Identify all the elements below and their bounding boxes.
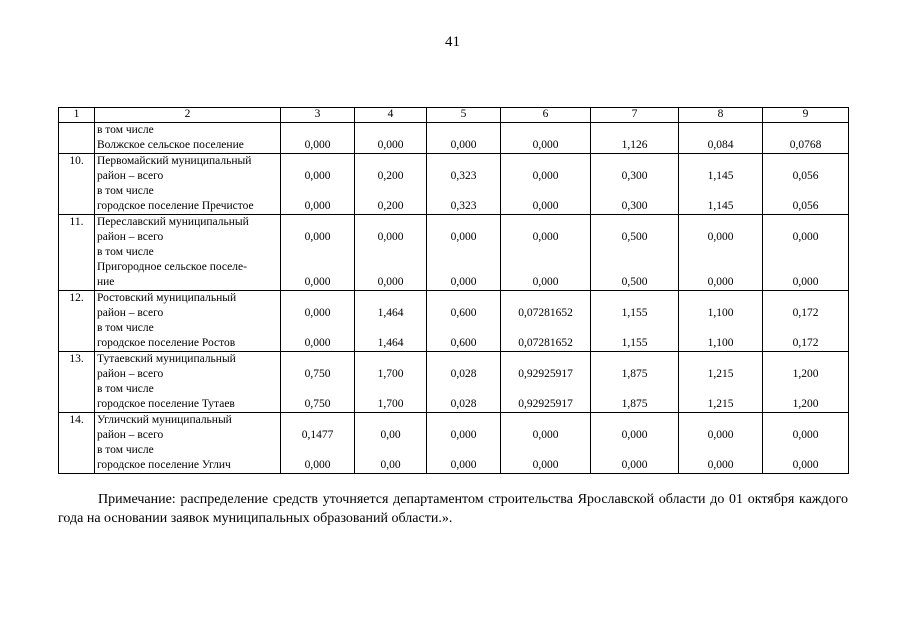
value-line — [429, 154, 498, 169]
row-name-line: Угличский муниципальный — [97, 414, 232, 426]
value-line: 0,323 — [450, 170, 477, 182]
value-line: 0,056 — [792, 170, 819, 182]
value-cell — [355, 413, 427, 474]
column-header: 8 — [679, 108, 763, 123]
column-header: 7 — [591, 108, 679, 123]
value-line: 1,200 — [792, 368, 819, 380]
value-line: 1,215 — [707, 398, 734, 410]
table-body — [59, 123, 849, 474]
row-number: 10. — [59, 154, 95, 215]
value-line: 0,000 — [621, 459, 648, 471]
value-line: 0,92925917 — [518, 398, 573, 410]
value-line: 0,000 — [450, 459, 477, 471]
value-line — [593, 382, 676, 397]
value-line — [429, 382, 498, 397]
row-name-line: Пригородное сельское поселе- — [97, 261, 247, 273]
value-cell — [591, 154, 679, 215]
value-line: 1,100 — [707, 337, 734, 349]
value-line: 0,000 — [532, 231, 559, 243]
column-header: 5 — [427, 108, 501, 123]
value-line — [503, 245, 588, 260]
value-line: 0,000 — [377, 231, 404, 243]
table-row — [59, 123, 849, 154]
value-cell — [281, 123, 355, 154]
value-line — [283, 352, 352, 367]
value-line — [503, 382, 588, 397]
value-line: 0,000 — [304, 459, 331, 471]
value-line — [681, 123, 760, 138]
value-line — [429, 245, 498, 260]
value-line — [283, 291, 352, 306]
value-cell — [679, 215, 763, 291]
value-cell — [355, 154, 427, 215]
value-line — [593, 291, 676, 306]
value-line: 0,07281652 — [518, 307, 573, 319]
value-cell — [355, 123, 427, 154]
row-name-line: в том числе — [97, 322, 154, 334]
value-line — [283, 260, 352, 275]
value-line — [503, 321, 588, 336]
value-cell — [591, 123, 679, 154]
value-line: 0,500 — [621, 231, 648, 243]
value-line — [357, 352, 424, 367]
value-line — [357, 291, 424, 306]
value-cell — [679, 154, 763, 215]
row-name-line: в том числе — [97, 383, 154, 395]
column-header: 1 — [59, 108, 95, 123]
value-line — [503, 154, 588, 169]
value-cell — [281, 215, 355, 291]
value-line: 0,000 — [707, 276, 734, 288]
value-line: 0,000 — [450, 276, 477, 288]
value-line: 0,00 — [380, 459, 401, 471]
value-cell — [501, 413, 591, 474]
value-line: 0,000 — [532, 459, 559, 471]
row-name — [95, 154, 281, 215]
value-line: 1,700 — [377, 368, 404, 380]
value-line — [765, 382, 846, 397]
value-line: 0,000 — [707, 429, 734, 441]
value-line — [593, 245, 676, 260]
value-line: 0,0768 — [789, 139, 822, 151]
value-cell — [763, 215, 849, 291]
value-line — [283, 215, 352, 230]
row-name — [95, 215, 281, 291]
value-line: 0,000 — [792, 459, 819, 471]
value-line — [681, 154, 760, 169]
value-line — [357, 184, 424, 199]
value-line: 0,500 — [621, 276, 648, 288]
value-line — [429, 260, 498, 275]
value-line — [357, 123, 424, 138]
value-line — [681, 184, 760, 199]
row-number: 13. — [59, 352, 95, 413]
value-line: 0,000 — [450, 429, 477, 441]
value-line: 0,600 — [450, 307, 477, 319]
value-cell — [679, 352, 763, 413]
value-line — [283, 413, 352, 428]
value-line — [681, 382, 760, 397]
value-line — [503, 352, 588, 367]
row-name-line: ние — [97, 276, 115, 288]
value-cell — [501, 352, 591, 413]
value-line — [429, 352, 498, 367]
value-line — [765, 443, 846, 458]
value-cell — [355, 291, 427, 352]
value-line: 1,145 — [707, 170, 734, 182]
row-name — [95, 352, 281, 413]
row-name-line: Тутаевский муниципальный — [97, 353, 236, 365]
value-line — [357, 154, 424, 169]
value-line: 0,300 — [621, 200, 648, 212]
value-cell — [763, 154, 849, 215]
value-line: 0,028 — [450, 398, 477, 410]
value-line — [765, 123, 846, 138]
value-cell — [501, 291, 591, 352]
value-line — [765, 245, 846, 260]
value-line — [681, 352, 760, 367]
value-line — [765, 352, 846, 367]
value-line — [765, 291, 846, 306]
value-cell — [763, 413, 849, 474]
row-name — [95, 123, 281, 154]
table-row — [59, 215, 849, 291]
row-name-line: район – всего — [97, 368, 164, 380]
value-line: 1,155 — [621, 337, 648, 349]
value-cell — [427, 352, 501, 413]
row-name-line: городское поселение Ростов — [97, 337, 236, 349]
footnote: Примечание: распределение средств уточняется департаментом строительства Ярославской области до 01 октября каждого года на основании заявок муниципальных образований области.». — [58, 492, 848, 526]
row-name-line: в том числе — [97, 185, 154, 197]
value-line: 0,000 — [450, 231, 477, 243]
value-line — [429, 215, 498, 230]
value-line: 1,464 — [377, 307, 404, 319]
row-name-line: Переславский муниципальный — [97, 216, 249, 228]
value-line — [283, 154, 352, 169]
value-line: 0,750 — [304, 398, 331, 410]
value-line: 0,056 — [792, 200, 819, 212]
value-line — [681, 291, 760, 306]
column-header: 6 — [501, 108, 591, 123]
value-line — [283, 123, 352, 138]
value-line: 0,200 — [377, 170, 404, 182]
value-line — [283, 382, 352, 397]
value-line: 0,172 — [792, 337, 819, 349]
value-line — [429, 321, 498, 336]
value-cell — [763, 123, 849, 154]
table-row — [59, 413, 849, 474]
value-line — [593, 184, 676, 199]
value-line: 1,145 — [707, 200, 734, 212]
value-line — [429, 184, 498, 199]
value-line — [593, 215, 676, 230]
row-name-line: Первомайский муниципальный — [97, 155, 252, 167]
value-line — [765, 260, 846, 275]
value-line — [503, 260, 588, 275]
value-line — [765, 215, 846, 230]
value-line: 0,000 — [377, 276, 404, 288]
value-line — [503, 443, 588, 458]
value-line — [503, 291, 588, 306]
row-name-line: Волжское сельское поселение — [97, 139, 244, 151]
value-line — [681, 413, 760, 428]
row-name-line: в том числе — [97, 246, 154, 258]
value-line — [283, 184, 352, 199]
row-number: 12. — [59, 291, 95, 352]
value-line — [357, 260, 424, 275]
value-line — [593, 154, 676, 169]
value-cell — [281, 413, 355, 474]
value-line — [593, 413, 676, 428]
value-cell — [281, 352, 355, 413]
value-line — [593, 352, 676, 367]
funding-table — [58, 107, 849, 474]
value-line — [503, 123, 588, 138]
value-line: 1,126 — [621, 139, 648, 151]
value-line — [283, 245, 352, 260]
value-cell — [501, 123, 591, 154]
value-line: 0,000 — [792, 231, 819, 243]
page-number: 41 — [445, 34, 460, 50]
value-cell — [281, 154, 355, 215]
value-line: 0,000 — [377, 139, 404, 151]
value-line: 0,000 — [304, 307, 331, 319]
row-name-line: район – всего — [97, 170, 164, 182]
value-line — [593, 321, 676, 336]
value-cell — [763, 352, 849, 413]
value-line: 0,000 — [304, 231, 331, 243]
value-line — [681, 443, 760, 458]
value-line: 0,084 — [707, 139, 734, 151]
row-name-line: в том числе — [97, 124, 154, 136]
row-name-line: городское поселение Пречистое — [97, 200, 254, 212]
table-row — [59, 291, 849, 352]
value-line — [765, 413, 846, 428]
row-name-line: городское поселение Тутаев — [97, 398, 235, 410]
value-line: 0,92925917 — [518, 368, 573, 380]
value-line: 0,000 — [304, 276, 331, 288]
value-line: 0,1477 — [301, 429, 334, 441]
value-line: 0,000 — [532, 139, 559, 151]
value-line — [503, 184, 588, 199]
value-cell — [679, 291, 763, 352]
value-cell — [763, 291, 849, 352]
value-line: 0,000 — [532, 276, 559, 288]
table-header-row — [59, 108, 849, 123]
value-line — [357, 413, 424, 428]
value-line — [503, 215, 588, 230]
value-line — [593, 260, 676, 275]
value-cell — [427, 123, 501, 154]
row-name-line: район – всего — [97, 231, 164, 243]
table-row — [59, 154, 849, 215]
value-cell — [281, 291, 355, 352]
value-line: 0,000 — [792, 429, 819, 441]
value-cell — [679, 123, 763, 154]
value-line — [357, 245, 424, 260]
value-line: 1,875 — [621, 368, 648, 380]
value-line — [765, 154, 846, 169]
value-line: 0,000 — [792, 276, 819, 288]
value-line — [429, 443, 498, 458]
row-name-line: район – всего — [97, 307, 164, 319]
value-cell — [591, 215, 679, 291]
value-line: 0,600 — [450, 337, 477, 349]
value-line — [593, 443, 676, 458]
row-name-line: городское поселение Углич — [97, 459, 231, 471]
value-line: 1,215 — [707, 368, 734, 380]
value-cell — [427, 215, 501, 291]
value-line — [765, 184, 846, 199]
value-cell — [591, 291, 679, 352]
value-line: 0,300 — [621, 170, 648, 182]
value-line — [429, 413, 498, 428]
value-cell — [501, 154, 591, 215]
column-header: 2 — [95, 108, 281, 123]
column-header: 9 — [763, 108, 849, 123]
value-cell — [427, 413, 501, 474]
value-line: 1,875 — [621, 398, 648, 410]
row-name — [95, 413, 281, 474]
value-line — [681, 215, 760, 230]
value-line: 0,028 — [450, 368, 477, 380]
value-line: 1,700 — [377, 398, 404, 410]
value-line: 0,000 — [304, 139, 331, 151]
value-line: 0,750 — [304, 368, 331, 380]
table-row — [59, 352, 849, 413]
value-cell — [355, 352, 427, 413]
value-cell — [355, 215, 427, 291]
row-number: 14. — [59, 413, 95, 474]
value-line: 0,172 — [792, 307, 819, 319]
row-name-line: район – всего — [97, 429, 164, 441]
value-line — [681, 245, 760, 260]
value-line — [283, 321, 352, 336]
value-line: 0,000 — [532, 200, 559, 212]
value-line — [357, 443, 424, 458]
value-line: 0,323 — [450, 200, 477, 212]
row-name-line: в том числе — [97, 444, 154, 456]
value-line — [357, 215, 424, 230]
value-line: 0,000 — [707, 459, 734, 471]
row-number: 11. — [59, 215, 95, 291]
value-line: 0,000 — [304, 200, 331, 212]
value-line — [593, 123, 676, 138]
row-name — [95, 291, 281, 352]
value-line: 0,00 — [380, 429, 401, 441]
value-line: 0,000 — [304, 337, 331, 349]
value-line: 0,000 — [532, 170, 559, 182]
value-line — [681, 321, 760, 336]
value-line — [765, 321, 846, 336]
value-line: 0,000 — [304, 170, 331, 182]
row-number — [59, 123, 95, 154]
value-cell — [427, 154, 501, 215]
value-line: 0,07281652 — [518, 337, 573, 349]
value-cell — [501, 215, 591, 291]
value-line — [429, 123, 498, 138]
value-line: 1,200 — [792, 398, 819, 410]
value-line — [357, 382, 424, 397]
row-name-line: Ростовский муниципальный — [97, 292, 237, 304]
value-cell — [591, 352, 679, 413]
value-line — [283, 443, 352, 458]
value-line: 1,100 — [707, 307, 734, 319]
value-cell — [591, 413, 679, 474]
value-line: 1,155 — [621, 307, 648, 319]
value-line: 0,200 — [377, 200, 404, 212]
value-line — [357, 321, 424, 336]
value-cell — [679, 413, 763, 474]
value-line — [681, 260, 760, 275]
value-line — [503, 413, 588, 428]
value-cell — [427, 291, 501, 352]
value-line: 0,000 — [707, 231, 734, 243]
value-line: 0,000 — [450, 139, 477, 151]
value-line: 0,000 — [532, 429, 559, 441]
column-header: 4 — [355, 108, 427, 123]
value-line: 0,000 — [621, 429, 648, 441]
value-line — [429, 291, 498, 306]
column-header: 3 — [281, 108, 355, 123]
value-line: 1,464 — [377, 337, 404, 349]
